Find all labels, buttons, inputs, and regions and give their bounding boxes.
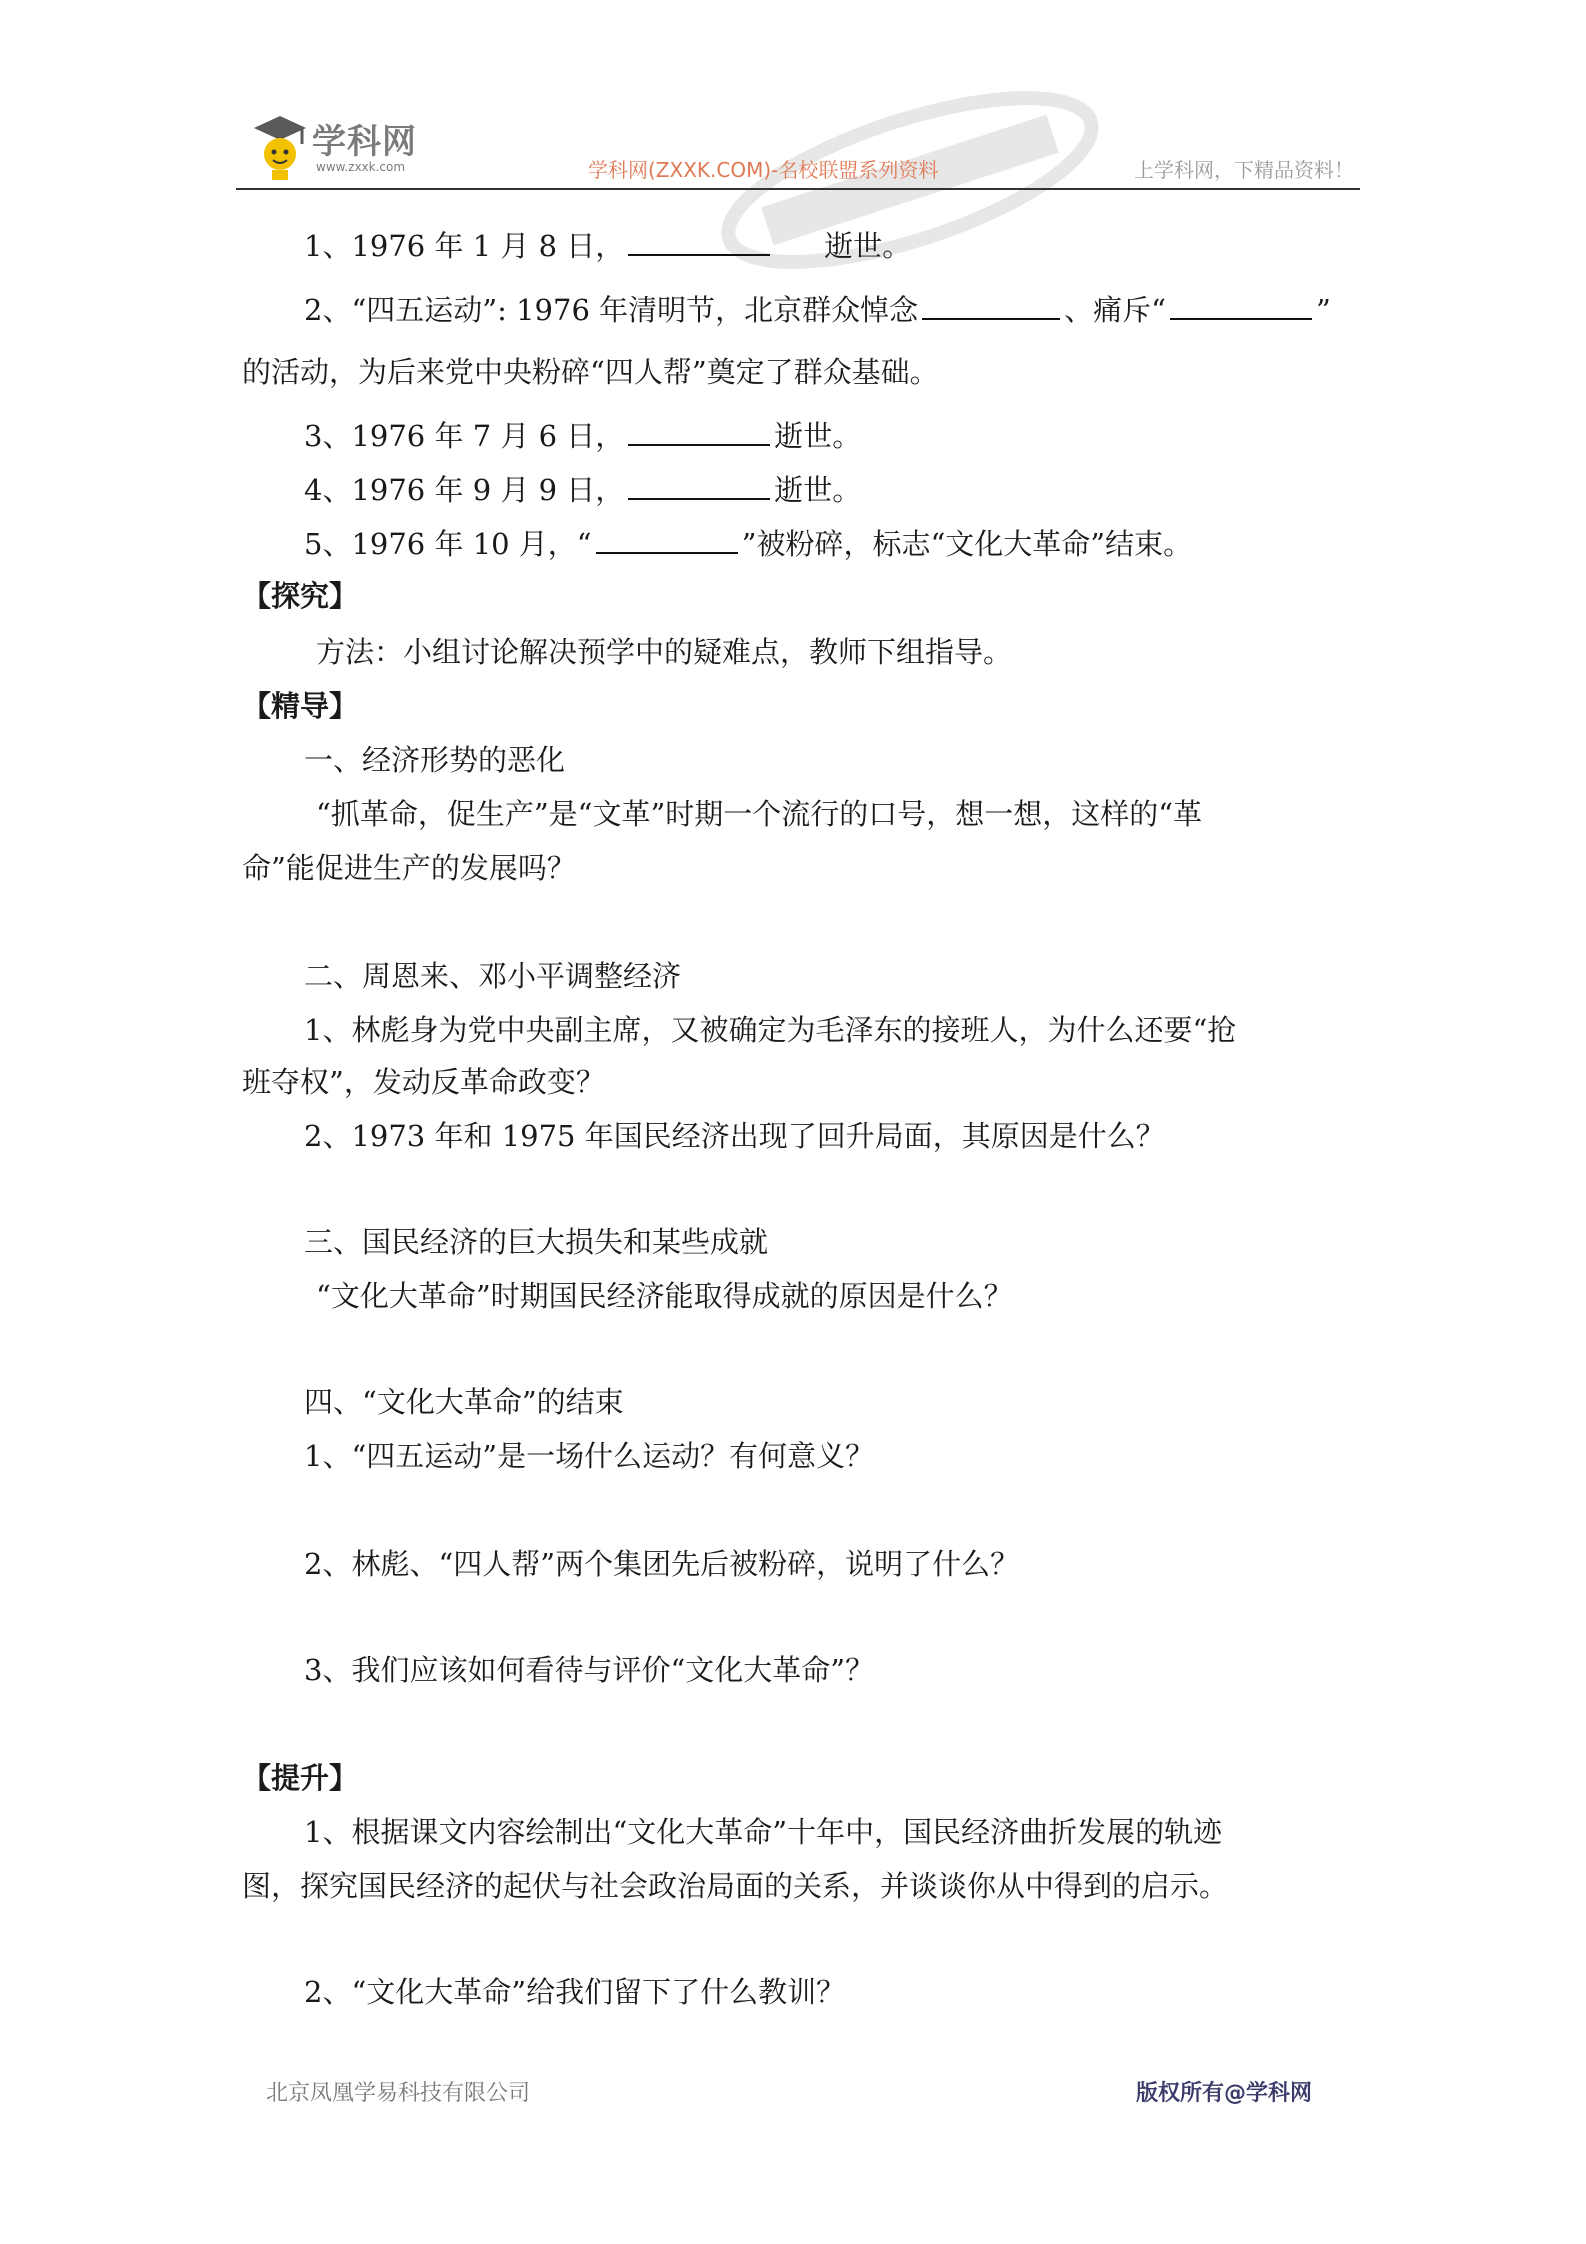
prestudy-q5: [304, 524, 1192, 564]
prestudy-q2: [304, 290, 1331, 330]
improve-q1: 1、根据课文内容绘制出“文化大革命”十年中，国民经济曲折发展的轨迹: [304, 1815, 1223, 1849]
q3-before: 3、1976 年 7 月 6 日，: [304, 419, 625, 453]
header-slogan: 上学科网，下精品资料！: [1134, 158, 1354, 182]
improve-q2: 2、“文化大革命”给我们留下了什么教训？: [304, 1975, 846, 2009]
q2-before: 2、“四五运动”: 1976 年清明节，北京群众悼念: [304, 293, 919, 327]
header-divider: [236, 188, 1360, 190]
improve-heading: 【提升】: [242, 1761, 359, 1795]
answer-blank[interactable]: [628, 470, 770, 500]
section-2-q1: 1、林彪身为党中央副主席，又被确定为毛泽东的接班人，为什么还要“抢: [304, 1013, 1237, 1047]
footer-copyright: 版权所有@学科网: [1136, 2081, 1313, 2106]
q5-after: ”被粉碎，标志“文化大革命”结束。: [741, 527, 1193, 561]
section-4-q1: 1、“四五运动”是一场什么运动？有何意义？: [304, 1439, 875, 1473]
q4-after: 逝世。: [774, 473, 862, 507]
q1-after: 逝世。: [824, 229, 912, 263]
site-logo[interactable]: [250, 112, 450, 182]
section-4-q3: 3、我们应该如何看待与评价“文化大革命”？: [304, 1653, 875, 1687]
q3-after: 逝世。: [774, 419, 862, 453]
prestudy-q2-cont: 的活动，为后来党中央粉碎“四人帮”奠定了群众基础。: [242, 355, 939, 389]
answer-blank[interactable]: [596, 524, 738, 554]
section-1-question-cont: 命”能促进生产的发展吗？: [242, 851, 576, 885]
answer-blank[interactable]: [1170, 290, 1312, 320]
section-3-title: 三、国民经济的巨大损失和某些成就: [304, 1225, 769, 1259]
explore-method: 方法：小组讨论解决预学中的疑难点，教师下组指导。: [316, 635, 1013, 669]
section-3-question: “文化大革命”时期国民经济能取得成就的原因是什么？: [316, 1279, 1013, 1313]
prestudy-q4: [304, 470, 861, 510]
section-1-question: “抓革命，促生产”是“文革”时期一个流行的口号，想一想，这样的“革: [316, 797, 1203, 831]
answer-blank[interactable]: [628, 226, 770, 256]
answer-blank[interactable]: [922, 290, 1060, 320]
section-4-q2: 2、林彪、“四人帮”两个集团先后被粉碎，说明了什么？: [304, 1547, 1020, 1581]
logo-subtext: www.zxxk.com: [316, 160, 406, 174]
page-header: [236, 108, 1360, 190]
header-title: 学科网(ZXXK.COM)-名校联盟系列资料: [588, 158, 939, 182]
answer-blank[interactable]: [628, 416, 770, 446]
section-4-title: 四、“文化大革命”的结束: [304, 1385, 624, 1419]
section-2-title: 二、周恩来、邓小平调整经济: [304, 959, 682, 993]
logo-text: 学科网: [312, 122, 417, 162]
guide-heading: 【精导】: [242, 689, 359, 723]
section-2-q1-cont: 班夺权”，发动反革命政变？: [242, 1065, 605, 1099]
q2-end: ”: [1315, 293, 1331, 327]
prestudy-q1: [304, 226, 911, 266]
q4-before: 4、1976 年 9 月 9 日，: [304, 473, 625, 507]
section-2-q2: 2、1973 年和 1975 年国民经济出现了回升局面，其原因是什么？: [304, 1119, 1165, 1153]
graduate-cap-icon: [250, 112, 310, 182]
section-1-title: 一、经济形势的恶化: [304, 743, 566, 777]
q1-before: 1、1976 年 1 月 8 日，: [304, 229, 625, 263]
explore-heading: 【探究】: [242, 579, 359, 613]
q5-before: 5、1976 年 10 月，“: [304, 527, 592, 561]
q2-mid: 、痛斥“: [1064, 293, 1166, 327]
footer-company: 北京凤凰学易科技有限公司: [266, 2081, 531, 2106]
improve-q1-cont: 图，探究国民经济的起伏与社会政治局面的关系，并谈谈你从中得到的启示。: [242, 1869, 1229, 1903]
prestudy-q3: [304, 416, 861, 456]
